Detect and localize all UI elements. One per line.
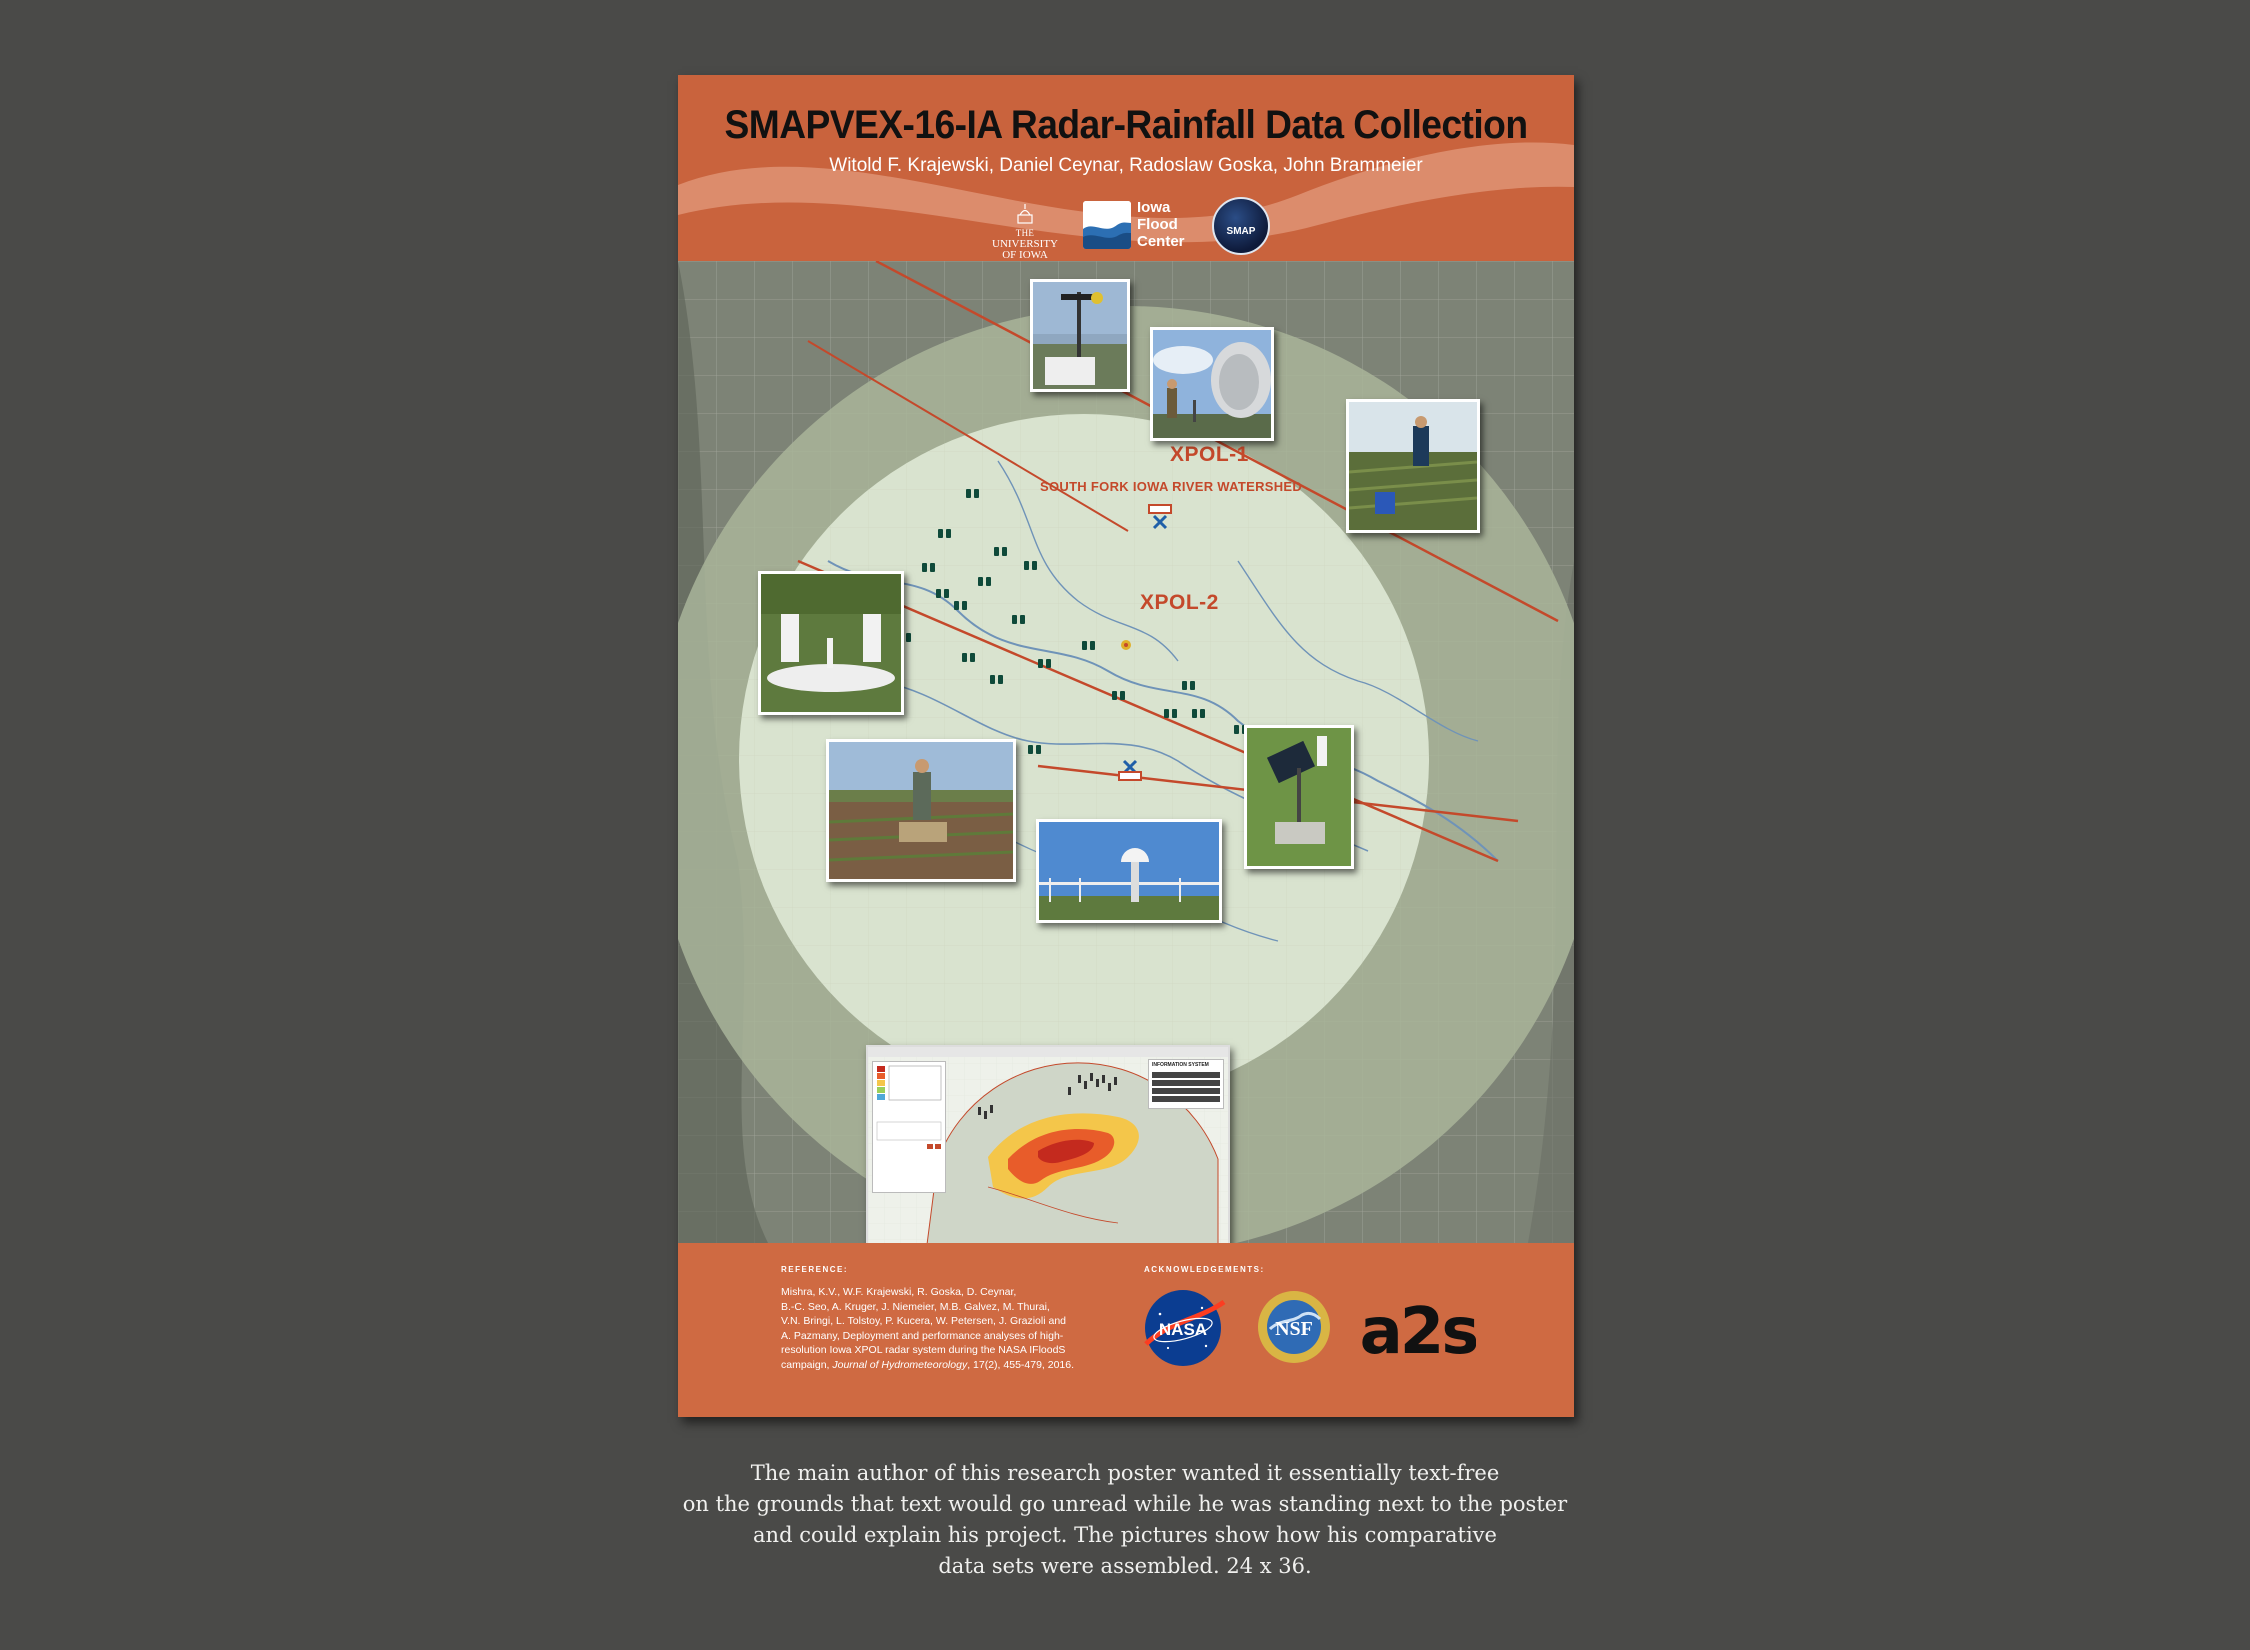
caption-line: on the grounds that text would go unread while he was standing next to the poster (682, 1492, 1568, 1516)
nasa-logo-text: NASA (1158, 1320, 1208, 1339)
university-of-iowa-logo (980, 203, 1070, 261)
web-app-screenshot (866, 1045, 1230, 1243)
info-menu-row[interactable] (1152, 1088, 1220, 1094)
reference-line: B.-C. Seo, A. Kruger, J. Niemeier, M.B. Galvez, M. Thurai, (781, 1300, 1050, 1313)
nasa-logo (1138, 1288, 1228, 1368)
ifc-logo-line3: Center (1137, 233, 1185, 250)
photo-solar-powered-instrument (1244, 725, 1354, 869)
flood-wave-icon (1083, 201, 1131, 249)
rain-gauge-icon (1192, 709, 1206, 718)
ifc-logo-line1: Iowa (1137, 199, 1171, 216)
old-capitol-icon (1015, 203, 1035, 225)
header-logos (678, 177, 1574, 261)
info-menu-row[interactable] (1152, 1072, 1220, 1078)
caption-line: and could explain his project. The pictures show how his comparative (753, 1523, 1497, 1547)
rain-gauge-icon (954, 601, 968, 610)
a2s-logo-text: a2s (1360, 1295, 1476, 1369)
poster-footer (678, 1243, 1574, 1417)
rain-gauge-icon (1024, 561, 1038, 570)
radar-coverage-map (678, 261, 1574, 1243)
xpol2-label: XPOL-2 (1140, 591, 1219, 614)
nsf-logo (1256, 1289, 1332, 1365)
information-system-title: INFORMATION SYSTEM (1152, 1062, 1209, 1068)
rain-gauge-icon (978, 577, 992, 586)
rain-gauge-icon (1038, 659, 1052, 668)
iowa-flood-center-logo (1083, 199, 1195, 255)
rain-gauge-icon (1082, 641, 1096, 650)
info-menu-row[interactable] (1152, 1080, 1220, 1086)
rain-gauge-icon (1164, 709, 1178, 718)
rain-gauge-icon (966, 489, 980, 498)
smap-logo (1212, 197, 1270, 255)
reference-citation (781, 1285, 1111, 1372)
rain-gauge-icon (1028, 745, 1042, 754)
poster-title: SMAPVEX-16-IA Radar-Rainfall Data Collection (724, 103, 1528, 147)
reference-line: resolution Iowa XPOL radar system during the NASA IFloodS (781, 1344, 1066, 1356)
reference-line: A. Pazmany, Deployment and performance analyses of high- (781, 1329, 1064, 1342)
rain-gauge-icon (1012, 615, 1026, 624)
reference-heading: REFERENCE: (781, 1265, 849, 1274)
reference-line: Mishra, K.V., W.F. Krajewski, R. Goska, D. Ceynar, (781, 1286, 1017, 1298)
photo-radar-dome-station (1036, 819, 1222, 923)
acknowledgements-heading: ACKNOWLEDGEMENTS: (1144, 1265, 1265, 1274)
xpol1-label: XPOL-1 (1170, 443, 1249, 466)
uiowa-logo-line2: UNIVERSITY (992, 238, 1058, 250)
photo-researcher-in-field (826, 739, 1016, 882)
ifc-logo-line2: Flood (1137, 216, 1178, 233)
poster-caption (0, 1458, 2250, 1582)
photo-technician-with-radar-dish (1150, 327, 1274, 441)
reference-line: campaign, Journal of Hydrometeorology, 17(2), 455-479, 2016. (781, 1358, 1075, 1371)
rain-gauge-icon (1112, 691, 1126, 700)
research-poster (678, 75, 1574, 1417)
watershed-label: SOUTH FORK IOWA RIVER WATERSHED (1040, 479, 1303, 494)
caption-line: The main author of this research poster wanted it essentially text-free (750, 1461, 1500, 1485)
information-system-panel (1148, 1059, 1224, 1109)
a2s-logo (1360, 1291, 1476, 1371)
poster-authors: Witold F. Krajewski, Daniel Ceynar, Radoslaw Goska, John Brammeier (829, 155, 1423, 176)
uiowa-logo-line1: THE (1015, 228, 1035, 238)
rain-gauge-icon (1182, 681, 1196, 690)
photo-rain-gauge-platform (758, 571, 904, 715)
smap-logo-text: SMAP (1226, 226, 1256, 237)
info-menu-row[interactable] (1152, 1096, 1220, 1102)
rain-gauge-icon (990, 675, 1004, 684)
rain-gauge-icon (938, 529, 952, 538)
legend-panel (872, 1061, 946, 1193)
journal-name: Journal of Hydrometeorology (832, 1358, 968, 1371)
uiowa-logo-line3: OF IOWA (1002, 249, 1048, 261)
reference-line: V.N. Bringi, L. Tolstoy, P. Kucera, W. Petersen, J. Grazioli and (781, 1315, 1066, 1327)
caption-line: data sets were assembled. 24 x 36. (938, 1554, 1312, 1578)
photo-disdrometer-on-pole (1030, 279, 1130, 392)
poster-header (678, 75, 1574, 261)
photo-person-sampling-field (1346, 399, 1480, 533)
rain-gauge-icon (994, 547, 1008, 556)
nsf-logo-text: NSF (1275, 1318, 1313, 1340)
rain-gauge-icon (922, 563, 936, 572)
rain-gauge-icon (962, 653, 976, 662)
rain-gauge-icon (936, 589, 950, 598)
